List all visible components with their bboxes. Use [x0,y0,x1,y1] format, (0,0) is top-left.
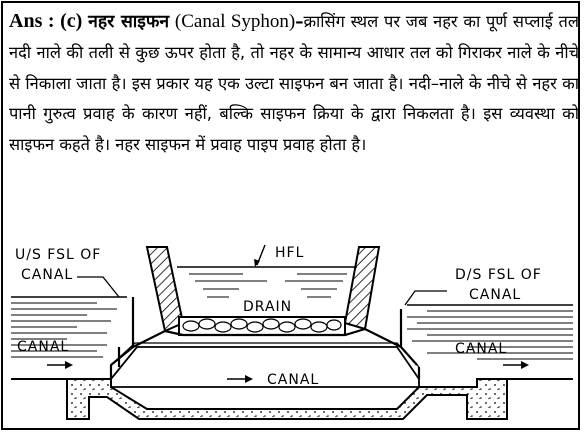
canal-label-center: CANAL [267,372,320,388]
hfl-line [177,267,357,297]
answer-title-hindi: नहर साइफन [88,12,170,32]
ds-fsl-label-line2: CANAL [469,287,522,303]
title-dash: – [295,12,304,31]
us-fsl-leader [77,277,119,297]
us-fsl-label-line1: U/S FSL OF [15,247,102,263]
syphon-barrel [111,347,419,387]
drain-label: DRAIN [243,299,293,315]
hfl-label: HFL [275,245,305,261]
answer-label: Ans : (c) [9,10,83,32]
answer-title-english: (Canal Syphon) [174,11,296,32]
canal-label-right: CANAL [455,341,508,357]
flow-arrow-left [47,361,73,369]
ds-fsl-label-line1: D/S FSL OF [455,267,542,283]
answer-text [9,6,579,161]
flow-arrow-right [503,361,529,369]
answer-card [1,1,580,430]
answer-body: क्रासिंग स्थल पर जब नहर का पूर्ण सप्लाई तल नदी नाले की तली से कुछ ऊपर होता है, तो नहर के सामान्य आधार तल को गिराकर नाले के नीचे से निकाला जाता है। इस प्रकार यह एक उल्टा साइफन बन जाता है। नदी–नाले के नीचे से नहर का पानी गुरुत्व प्रवाह के कारण नहीं, बल्कि साइफन क्रिया के द्वारा निकलता है। इस व्यवस्था को साइफन कहते है। नहर साइफन में प्रवाह पाइप प्रवाह होता है। [9,12,579,155]
us-fsl-label-line2: CANAL [21,267,74,283]
canal-label-left: CANAL [17,339,70,355]
canal-syphon-diagram [7,239,579,427]
ds-fsl-leader [405,291,447,305]
drain-right-wall [345,247,379,329]
drain-left-wall [147,247,183,331]
